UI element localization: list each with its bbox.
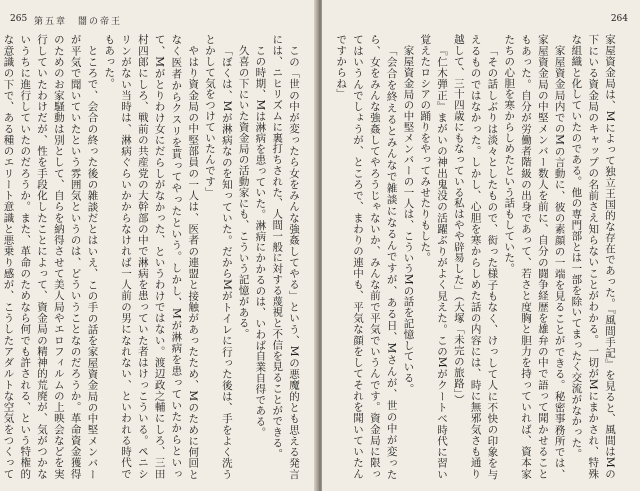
page-number-right: 264	[610, 14, 628, 24]
paragraph: ところで、会合の終った後の雑談だとはいえ、この手の話を家屋資金局の中堅メンバーが平気で聞いていたという雰囲気というのは、どういうことなのだろうか。革命資金獲得のためのお家騒動は別として、自らを納得させて美人局やエロフィルムの上映会などを実行していたわけだが、性を手段化したことによって、資金局の精神的荒廃が、気がつかないうちに進行していたのだろうか。また、革命のためなら何でも許される、という特権的な意識の下で、ある種のエリート意識と悪乗り感が、こうしたアダルトな空気をつくって	[2, 34, 99, 479]
running-head: 第五章 闇の帝王	[34, 17, 123, 27]
paragraph: 『仁木弾正』まがいの神出鬼没の活躍ぶりがよく見えた。このMがクートベ時代に習い覚えたロシアの踊りをやってみせたりもした。	[419, 34, 449, 479]
left-page-body	[2, 34, 302, 479]
paragraph: 「その話しぶりは淡々としたもので、衒った様子もなく、けっして人に不快の印象を与えるものではなかった。しかし、心胆を寒からしめた話の内容には、時に無邪気さも通り越して、三十四歳にもなっている私はやや辟易した」（大塚「未完の旅路」）	[452, 34, 499, 479]
page-number-left: 265	[10, 14, 28, 24]
paragraph: 家屋資金局内でのMの言動に、彼の素顔の一端を見ることができる。秘密事務所では、家屋資金局の中堅メンバー数人を前に、自分の闘争経歴を雄弁の中で語って聞かせることもあった。自分が労働者階級の出身であって、若さと度胸と胆力を持っていれば、資本家たちの心胆を寒からしめたという話もしていた。	[503, 34, 566, 479]
paragraph: この「世の中が変ったら女をみんな強姦してやる」という、Mの悪魔的とも思える発言には、ニヒリズムに裏打ちされた、人間一般に対する蔑視と不信を見ることができる。	[271, 34, 300, 479]
paragraph: 久喜の下にいた資金局の活動家にも、こういう記憶がある。	[237, 44, 250, 339]
right-page	[322, 0, 640, 491]
paragraph: 家屋資金局の中堅メンバーの一人は、こういうMの話を記憶している。	[402, 44, 415, 394]
paragraph: やはり資金局の中堅部員の一人は、医者の連盟と接触があったため、Mのために何回となく医者からクスリを貰ってやったという。しかし、Mが淋病を患っていたからといって、Mがとりわけ女にだらしがなかった、というわけではない。渡辺政之輔にしろ、三田村四郎にしろ、戦前の共産党の大幹部の中で淋病を患っていた者はけっこういる。ペニシリンがない当時は、淋病ぐらいかからなければ一人前の男になれない、といわれる時代でもあった。	[103, 34, 200, 479]
paragraph: 「会合を終えるとみんなで雑談になるんですが、ある日、Mさんが、世の中が変ったら、女をみんな強姦してやろうじゃないか、みんな前で平気でいうんです。資金局に限ってはいうんでしょうが、ところで、まわりの連中も、平気な顔をしてそれを聞いていたんですからね」	[335, 34, 398, 479]
left-page	[0, 0, 318, 491]
paragraph: この時期、Mは淋病を患っていた。淋病にかかるのは、いわば自業自得である。	[254, 44, 267, 438]
paragraph: 「ぼくは、Mが淋病なのを知っていた。だからMがトイレに行った後は、手をよく洗うとかして気をつけていたんです」	[204, 34, 233, 479]
right-page-body	[335, 34, 618, 479]
paragraph: 家屋資金局は、Mによって独立王国的な存在であった。『風間手記』を見ると、風間はMの下にいる資金局のキャップの名前さえ知らないことがわかる。一切がMにまかされ、特殊な組織と化していたのである。他の専門部とは一部を除いてまったく交流がなかった。	[570, 34, 616, 479]
